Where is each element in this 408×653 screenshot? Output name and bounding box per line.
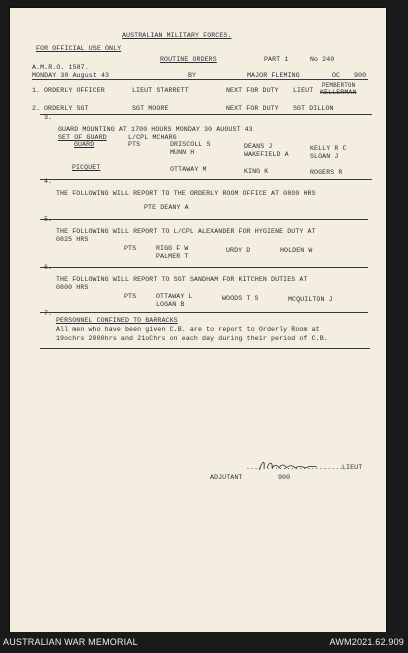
oc-label: OC xyxy=(332,72,341,79)
item7-line1: All men who have been given C.B. are to report to Orderly Room at xyxy=(56,326,320,333)
item1-name: LIEUT STARRETT xyxy=(132,87,189,94)
item4-name: PTE DEANY A xyxy=(144,204,189,211)
signature-dots: ........................ xyxy=(246,464,344,471)
item3-set-of-guard: SET OF GUARD xyxy=(58,134,107,141)
amro-label: A.M.R.O. 1587. xyxy=(32,64,89,71)
rule-3 xyxy=(40,179,372,180)
item3-name5: KELLY R C xyxy=(310,145,347,152)
item6-name3: WOODS T S xyxy=(222,295,259,302)
by-label: BY xyxy=(188,72,197,79)
footer-source: AUSTRALIAN WAR MEMORIAL xyxy=(3,637,138,647)
item3-name6: SLOAN J xyxy=(310,153,339,160)
order-number: No 240 xyxy=(310,56,335,63)
item3-heading: GUARD MOUNTING AT 1700 HOURS MONDAY 30 AUGUST 43 xyxy=(58,126,253,133)
item2-role: ORDERLY SGT xyxy=(44,105,89,112)
rule-5 xyxy=(40,267,368,268)
routine-orders-label: ROUTINE ORDERS xyxy=(160,56,217,63)
item7-num: 7. xyxy=(44,310,53,317)
rule-4 xyxy=(40,219,368,220)
item1-next: NEXT FOR DUTY xyxy=(226,87,279,94)
major-label: MAJOR FLEMING xyxy=(247,72,300,79)
part-label: PART 1 xyxy=(264,56,289,63)
item3-name9: ROGERS R xyxy=(310,169,343,176)
document-title: AUSTRALIAN MILITARY FORCES. xyxy=(122,32,232,39)
item7-heading: PERSONNEL CONFINED TO BARRACKS xyxy=(56,317,178,324)
item2-next-name: SGT DILLON xyxy=(293,105,334,112)
item1-next-name-over: PEMBERTON xyxy=(322,82,356,89)
item3-name3: DEANS J xyxy=(244,143,273,150)
signature-role: ADJUTANT xyxy=(210,474,243,481)
item6-name4: MCQUILTON J xyxy=(288,296,333,303)
item5-text2: 0825 HRS xyxy=(56,236,89,243)
item3-guard: GUARD xyxy=(74,141,95,148)
signature-unit: 900 xyxy=(278,474,291,481)
item7-line2: 19ochrs 2000hrs and 21oChrs on each day during their period of C.B. xyxy=(56,335,328,342)
item4-text: THE FOLLOWING WILL REPORT TO THE ORDERLY ROOM OFFICE AT 0800 HRS xyxy=(56,190,316,197)
item6-name2: LOGAN B xyxy=(156,301,185,308)
header-rule xyxy=(32,79,368,80)
item5-name3: URDY D xyxy=(226,247,251,254)
item3-name4: WAKEFIELD A xyxy=(244,151,289,158)
item3-lcpl: L/CPL MCHARG xyxy=(128,134,177,141)
rule-2 xyxy=(40,114,372,115)
item1-num: 1. xyxy=(32,87,41,94)
item5-num: 5. xyxy=(44,216,53,223)
item3-name1: DRISCOLL S xyxy=(170,141,211,148)
item2-name: SGT MOORE xyxy=(132,105,169,112)
item3-name7: OTTAWAY M xyxy=(170,166,207,173)
item3-name2: MUNN H xyxy=(170,149,195,156)
footer-accession: AWM2021.62.909 xyxy=(329,637,404,647)
item1-next-name-struck: KELLERMAN xyxy=(320,89,357,96)
item6-text2: 0800 HRS xyxy=(56,284,89,291)
item6-pts: PTS xyxy=(124,293,137,300)
item6-num: 6. xyxy=(44,264,53,271)
item6-name1: OTTAWAY L xyxy=(156,293,193,300)
archive-footer xyxy=(0,632,408,653)
item3-pts: PTS xyxy=(128,141,141,148)
date-line: MONDAY 30 August 43 xyxy=(32,72,110,79)
unit-number: 900 xyxy=(354,72,367,79)
official-use-label: FOR OFFICIAL USE ONLY xyxy=(36,45,122,52)
document-page xyxy=(10,8,386,632)
item1-role: ORDERLY OFFICER xyxy=(44,87,105,94)
item5-name4: HOLDEN W xyxy=(280,247,313,254)
rule-6 xyxy=(40,312,368,313)
rule-7 xyxy=(40,348,370,349)
item4-num: 4. xyxy=(44,178,53,185)
item3-num: 3. xyxy=(44,114,53,121)
item2-next: NEXT FOR DUTY xyxy=(226,105,279,112)
item5-text1: THE FOLLOWING WILL REPORT TO L/CPL ALEXANDER FOR HYGIENE DUTY AT xyxy=(56,228,316,235)
item5-name1: RIGG F W xyxy=(156,245,189,252)
item5-name2: PALMER T xyxy=(156,253,189,260)
item3-picquet: PICQUET xyxy=(72,164,101,171)
item2-num: 2. xyxy=(32,105,41,112)
item3-name8: KING K xyxy=(244,168,269,175)
item6-text1: THE FOLLOWING WILL REPORT TO SGT SANDHAM FOR KITCHEN DUTIES AT xyxy=(56,276,308,283)
signature-rank: LIEUT xyxy=(342,464,363,471)
item1-next-rank: LIEUT xyxy=(293,87,314,94)
item5-pts: PTS xyxy=(124,245,137,252)
